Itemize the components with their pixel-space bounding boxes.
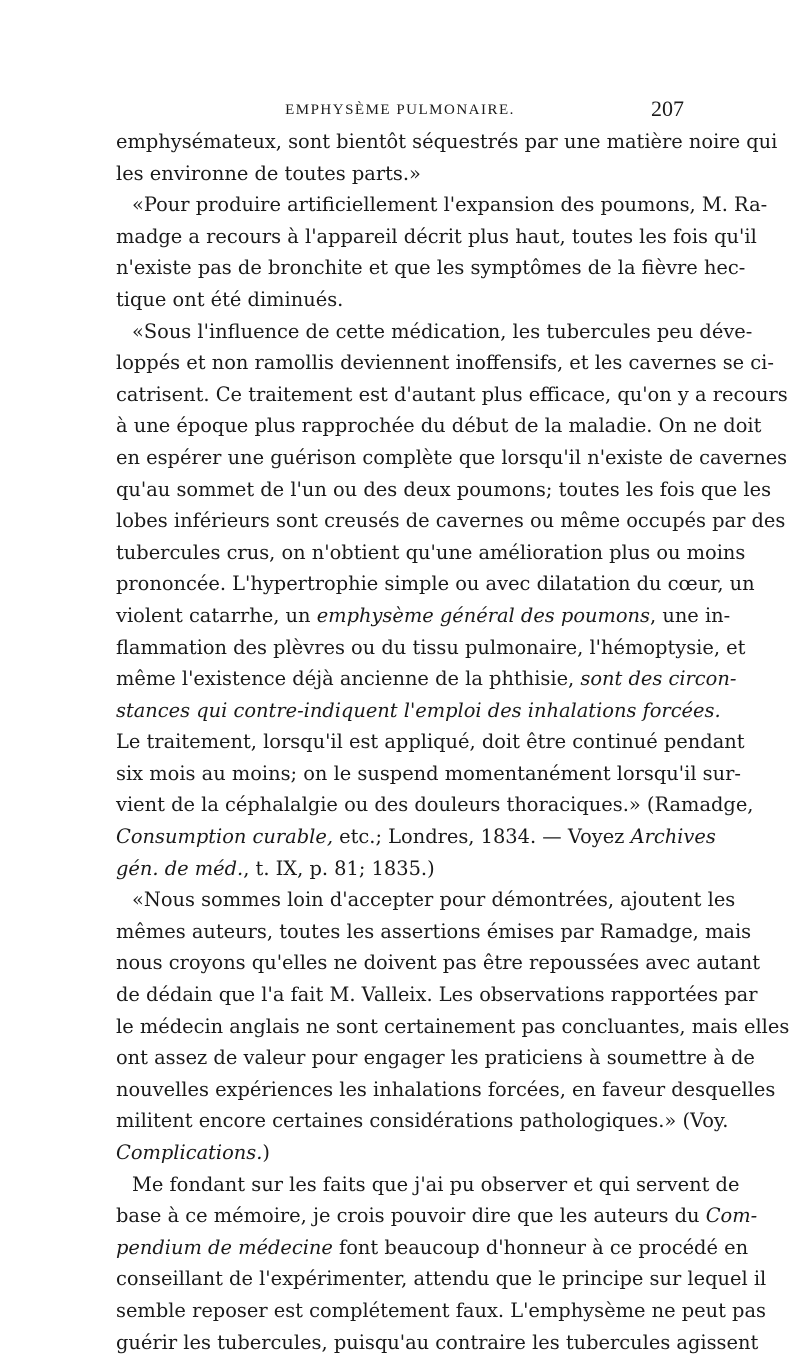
book-page <box>116 96 790 1358</box>
text-line: «Nous sommes loin d'accepter pour démontrées, ajoutent les <box>132 888 736 912</box>
text-line: gén. de méd., t. IX, p. 81; 1835.) <box>116 856 435 880</box>
text-line: madge a recours à l'appareil décrit plus haut, toutes les fois qu'il <box>116 224 757 248</box>
text-line: lobes inférieurs sont creusés de cavernes ou même occupés par des <box>116 509 786 533</box>
text-line: six mois au moins; on le suspend momentanément lorsqu'il sur- <box>116 761 741 785</box>
text-line: le médecin anglais ne sont certainement pas concluantes, mais elles <box>116 1014 790 1038</box>
running-title: EMPHYSÈME PULMONAIRE. <box>285 102 515 118</box>
text-line: prononcée. L'hypertrophie simple ou avec dilatation du cœur, un <box>116 572 755 596</box>
text-line: qu'au sommet de l'un ou des deux poumons; toutes les fois que les <box>116 477 772 501</box>
paragraph <box>116 884 790 1168</box>
text-line: «Sous l'influence de cette médication, les tubercules peu déve- <box>132 319 753 343</box>
text-line: Complications.) <box>116 1141 270 1164</box>
text-line: Le traitement, lorsqu'il est appliqué, doit être continué pendant <box>116 730 745 754</box>
text-line: mêmes auteurs, toutes les assertions émises par Ramadge, mais <box>116 919 752 943</box>
text-line: pendium de médecine font beaucoup d'honneur à ce procédé en <box>116 1235 749 1259</box>
running-head <box>116 96 684 126</box>
text-line: base à ce mémoire, je crois pouvoir dire que les auteurs du Com- <box>116 1204 758 1228</box>
text-line: même l'existence déjà ancienne de la phthisie, sont des circon- <box>116 667 737 691</box>
text-line: Consumption curable, etc.; Londres, 1834. — Voyez Archives <box>116 825 716 849</box>
text-line: nous croyons qu'elles ne doivent pas être repoussées avec autant <box>116 951 761 975</box>
text-line: de dédain que l'a fait M. Valleix. Les observations rapportées par <box>116 983 758 1007</box>
page-number: 207 <box>651 96 684 121</box>
paragraph <box>116 1169 767 1358</box>
paragraph <box>116 316 788 885</box>
text-line: Me fondant sur les faits que j'ai pu observer et qui servent de <box>132 1172 740 1196</box>
text-line: tubercules crus, on n'obtient qu'une amélioration plus ou moins <box>116 540 746 564</box>
text-line: vient de la céphalalgie ou des douleurs thoraciques.» (Ramadge, <box>116 793 754 817</box>
text-line: à une époque plus rapprochée du début de la maladie. On ne doit <box>116 414 762 438</box>
text-line: les environne de toutes parts.» <box>116 161 421 185</box>
text-line: nouvelles expériences les inhalations forcées, en faveur desquelles <box>116 1077 776 1101</box>
body-text <box>116 126 790 1358</box>
text-line: militent encore certaines considérations pathologiques.» (Voy. <box>116 1109 729 1133</box>
text-line: n'existe pas de bronchite et que les symptômes de la fièvre hec- <box>116 256 746 280</box>
text-line: «Pour produire artificiellement l'expansion des poumons, M. Ra- <box>132 193 768 217</box>
text-line: en espérer une guérison complète que lorsqu'il n'existe de cavernes <box>116 445 788 469</box>
text-line: emphysémateux, sont bientôt séquestrés par une matière noire qui <box>116 130 778 153</box>
text-line: tique ont été diminués. <box>116 287 344 311</box>
text-line: loppés et non ramollis deviennent inoffensifs, et les cavernes se ci- <box>116 351 774 375</box>
text-line: catrisent. Ce traitement est d'autant plus efficace, qu'on y a recours <box>116 382 788 406</box>
text-line: guérir les tubercules, puisqu'au contraire les tubercules agissent <box>116 1330 759 1354</box>
text-line: conseillant de l'expérimenter, attendu que le principe sur lequel il <box>116 1267 767 1291</box>
text-line: violent catarrhe, un emphysème général des poumons, une in- <box>116 603 731 627</box>
paragraph <box>116 126 778 189</box>
text-line: stances qui contre-indiquent l'emploi des inhalations forcées. <box>116 698 721 722</box>
paragraph <box>116 189 768 315</box>
text-line: flammation des plèvres ou du tissu pulmonaire, l'hémoptysie, et <box>116 635 746 659</box>
text-line: semble reposer est complétement faux. L'emphysème ne peut pas <box>116 1298 766 1322</box>
text-line: ont assez de valeur pour engager les praticiens à soumettre à de <box>116 1046 755 1070</box>
